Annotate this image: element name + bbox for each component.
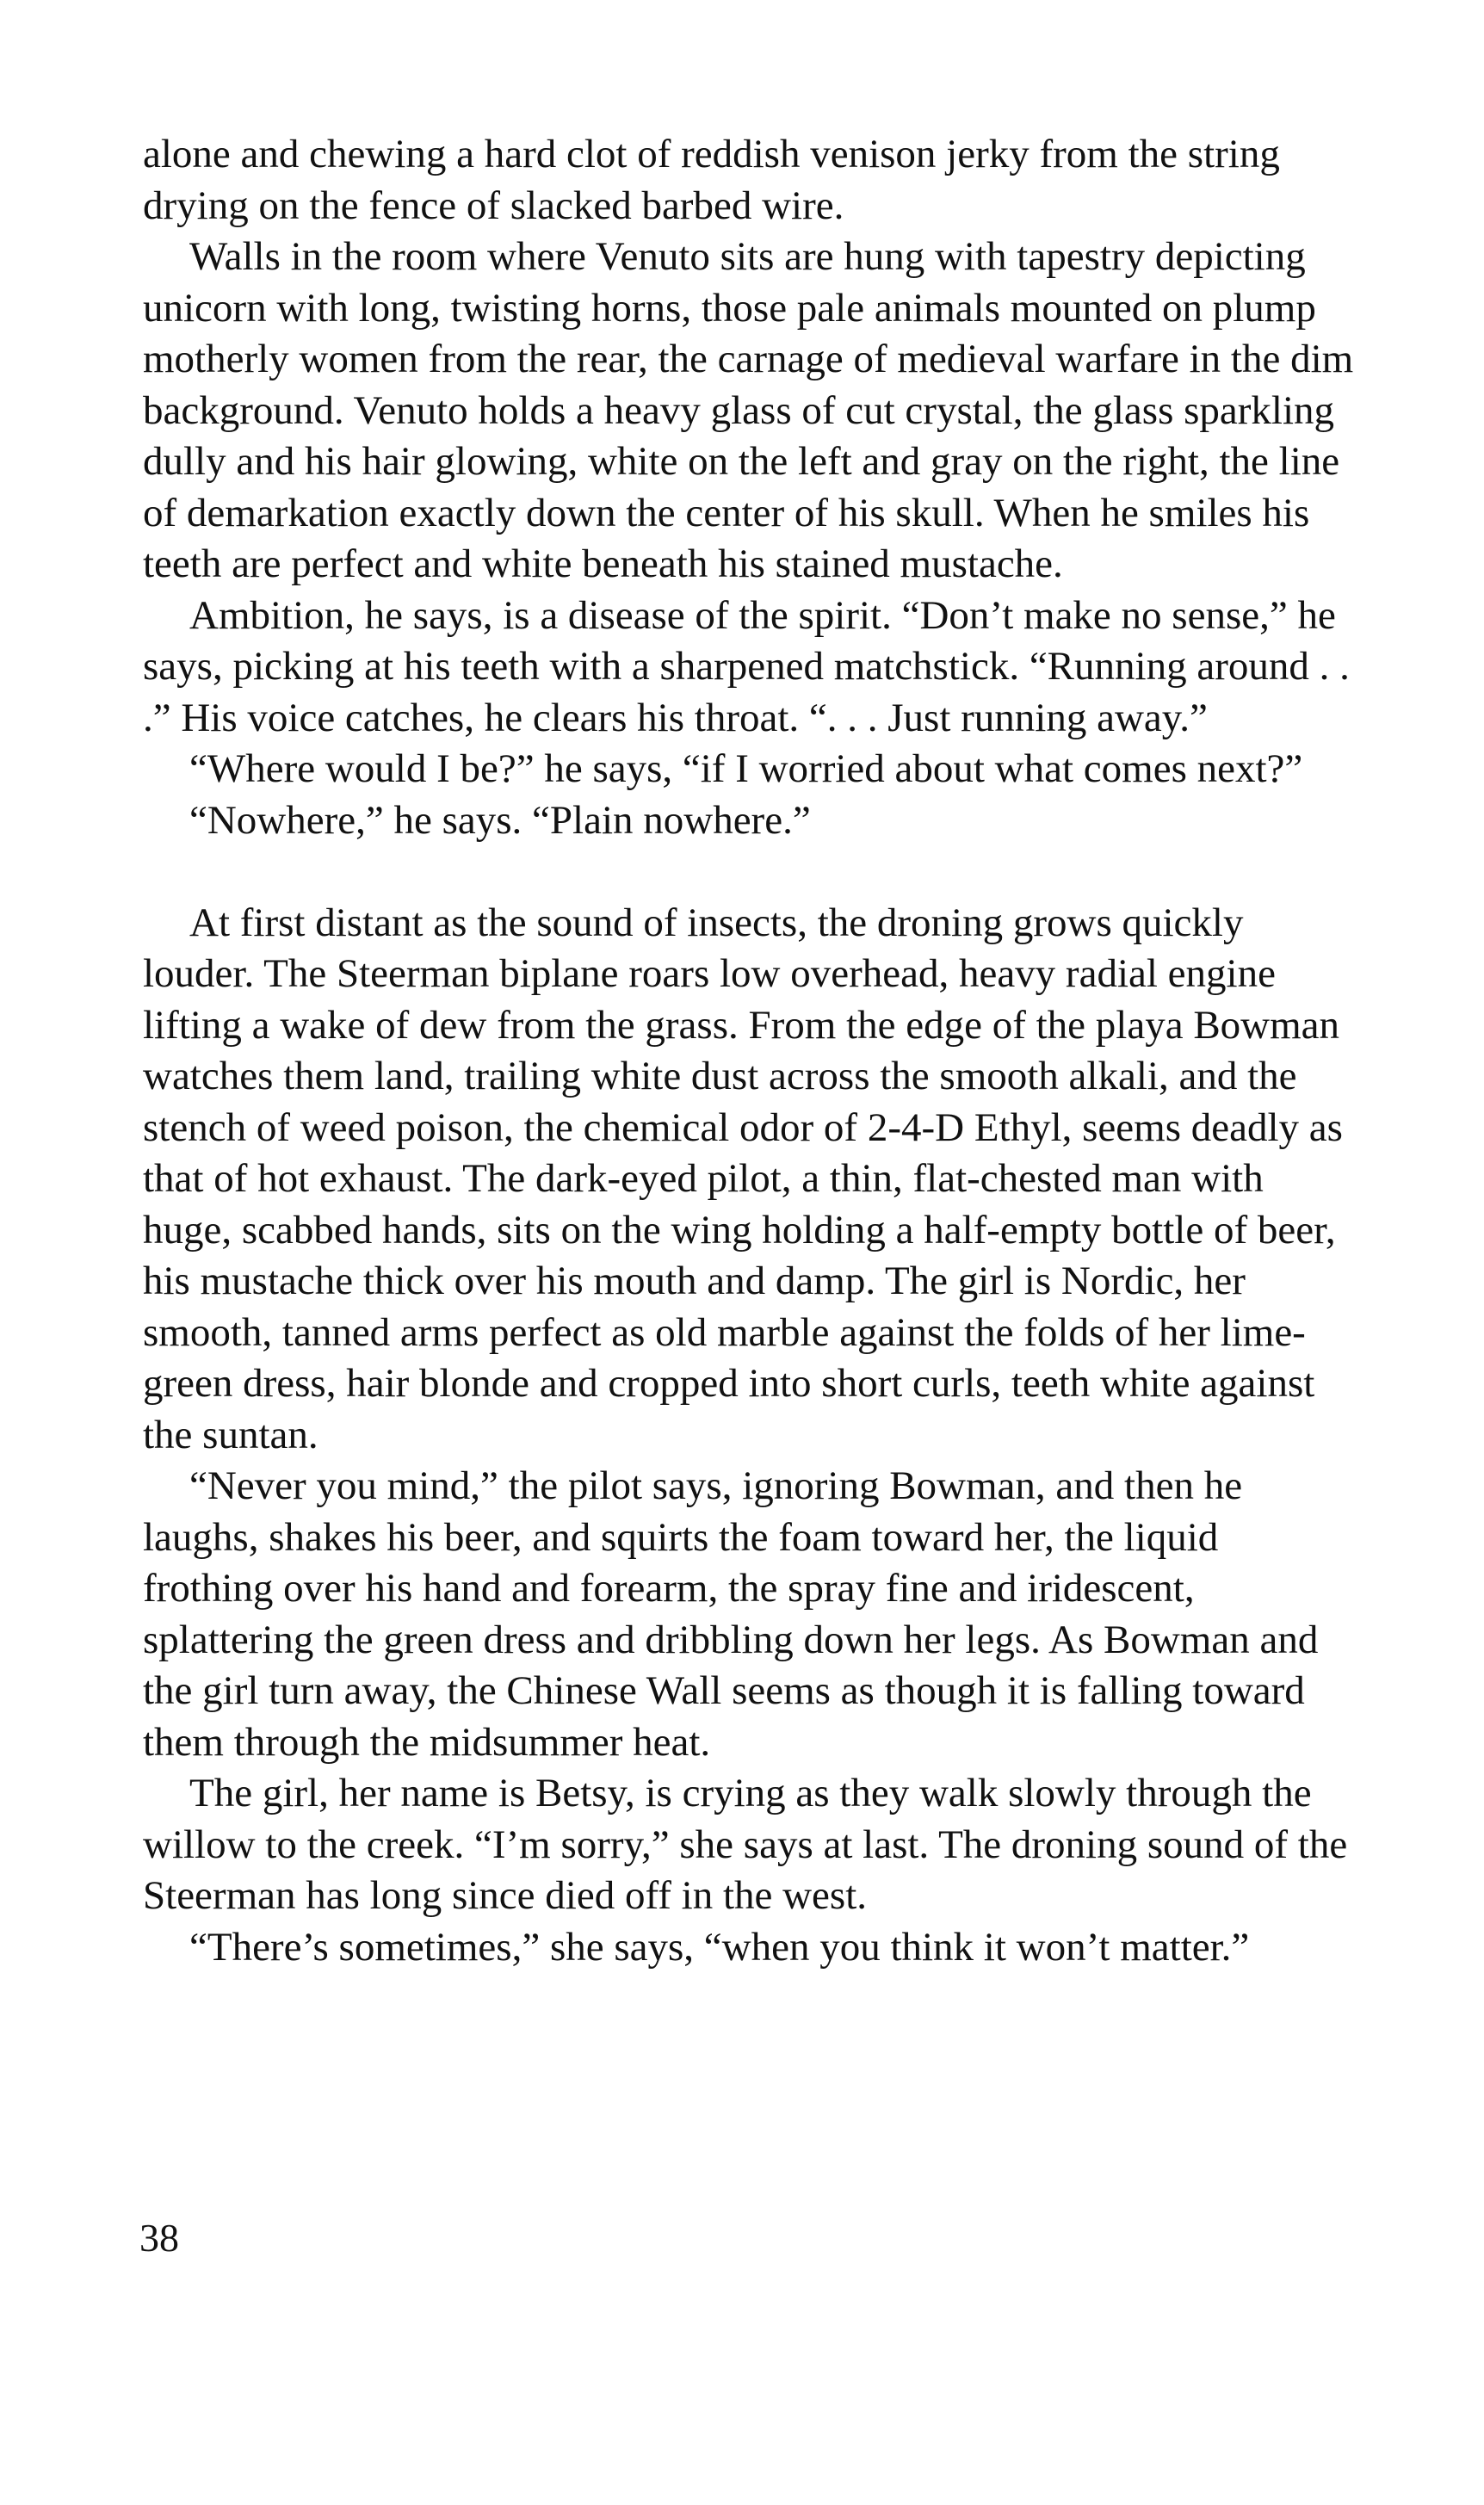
- paragraph-never-you-mind: “Never you mind,” the pilot says, ignoring Bowman, and then he laughs, shakes his beer, and squirts the foam toward her, the liquid frothing over his hand and forearm, the spray fine and iridescent, splattering the green dress and dribbling down her legs. As Bowman and the girl turn away, the Chinese Wall seems as though it is falling toward them through the midsummer heat.: [143, 1463, 1319, 1765]
- paragraph-sometimes: “There’s sometimes,” she says, “when you think it won’t matter.”: [189, 1924, 1250, 1970]
- body-text: [143, 129, 1357, 1973]
- paragraph-continuation: alone and chewing a hard clot of reddish venison jerky from the string drying on the fence of slacked barbed wire.: [143, 132, 1280, 228]
- paragraph-venuto-room: Walls in the room where Venuto sits are hung with tapestry depicting unicorn with long, twisting horns, those pale animals mounted on plump motherly women from the rear, the carnage of medieval warfare in the dim background. Venuto holds a heavy glass of cut crystal, the glass sparkling dully and his hair glowing, white on the left and gray on the right, the line of demarkation exactly down the center of his skull. When he smiles his teeth are perfect and white beneath his stained mustache.: [143, 234, 1354, 586]
- section-break: [143, 846, 1357, 898]
- paragraph-nowhere: “Nowhere,” he says. “Plain nowhere.”: [189, 797, 811, 843]
- paragraph-where-would-i-be: “Where would I be?” he says, “if I worried about what comes next?”: [189, 746, 1303, 791]
- paragraph-betsy-crying: The girl, her name is Betsy, is crying as they walk slowly through the willow to the creek. “I’m sorry,” she says at last. The droning sound of the Steerman has long since died off in the west.: [143, 1771, 1348, 1918]
- paragraph-ambition: Ambition, he says, is a disease of the spirit. “Don’t make no sense,” he says, picking at his teeth with a sharpened matchstick. “Running around . . .” His voice catches, he clears his throat. “. . . Just running away.”: [143, 592, 1350, 740]
- page-number: 38: [139, 2216, 179, 2260]
- paragraph-steerman-landing: At first distant as the sound of insects, the droning grows quickly louder. The Steerman biplane roars low overhead, heavy radial engine lifting a wake of dew from the grass. From the edge of the playa Bowman watches them land, trailing white dust across the smooth alkali, and the stench of weed poison, the chemical odor of 2-4-D Ethyl, seems deadly as that of hot exhaust. The dark-eyed pilot, a thin, flat-chested man with huge, scabbed hands, sits on the wing holding a half-empty bottle of beer, his mustache thick over his mouth and damp. The girl is Nordic, her smooth, tanned arms perfect as old marble against the folds of her lime-green dress, hair blonde and cropped into short curls, teeth white against the suntan.: [143, 900, 1343, 1457]
